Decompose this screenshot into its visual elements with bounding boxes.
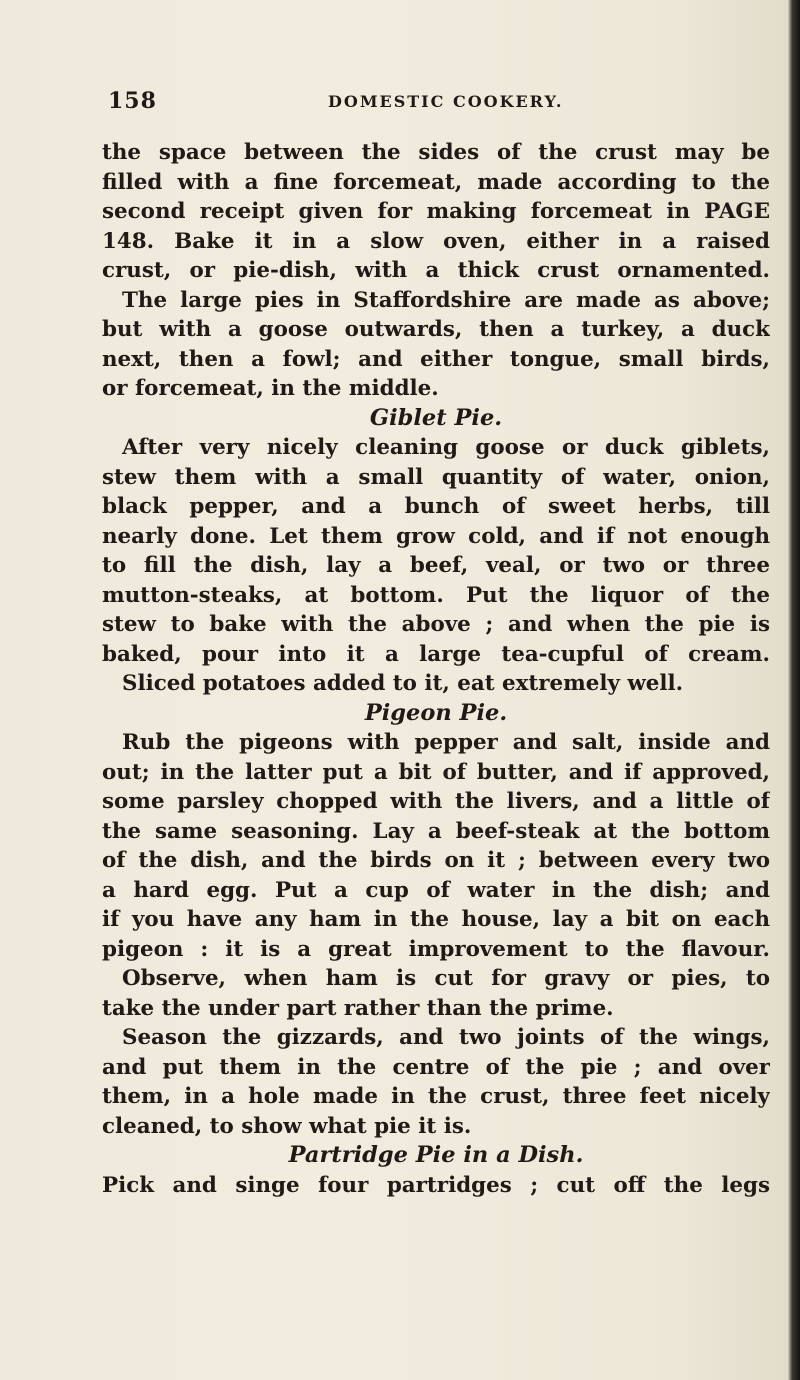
page-number: 158 <box>108 88 157 114</box>
text-line: Observe, when ham is cut for gravy or pies, to <box>122 966 770 991</box>
text-line: take the under part rather than the prime. <box>102 995 614 1021</box>
text-line: Sliced potatoes added to it, eat extremely well. <box>122 671 684 696</box>
text-line: second receipt given for making forcemeat in PAGE <box>102 199 770 224</box>
text-line: a hard egg. Put a cup of water in the dish; and <box>102 877 770 903</box>
page-binding-edge <box>788 0 800 1380</box>
text-line: black pepper, and a bunch of sweet herbs, till <box>102 494 770 519</box>
text-line: if you have any ham in the house, lay a bit on each <box>102 907 770 932</box>
section-heading-giblet-pie: Giblet Pie. <box>369 404 503 431</box>
text-line: Season the gizzards, and two joints of the wings, <box>122 1025 770 1050</box>
text-line: some parsley chopped with the livers, and a little of <box>102 789 770 814</box>
text-line: baked, pour into it a large tea-cupful of cream. <box>102 641 770 667</box>
text-line: next, then a fowl; and either tongue, small birds, <box>102 346 770 372</box>
text-line: of the dish, and the birds on it ; between every two <box>102 848 770 873</box>
text-line: out; in the latter put a bit of butter, and if approved, <box>102 759 770 785</box>
text-line: to fill the dish, lay a beef, veal, or two or three <box>102 553 770 578</box>
text-line: Pick and singe four partridges ; cut off the legs <box>102 1172 770 1198</box>
text-line: stew them with a small quantity of water, onion, <box>102 464 770 490</box>
text-line: but with a goose outwards, then a turkey, a duck <box>102 317 770 342</box>
text-line: or forcemeat, in the middle. <box>102 376 439 401</box>
text-line: pigeon : it is a great improvement to the flavour. <box>102 936 770 962</box>
text-line: the space between the sides of the crust may be <box>102 140 770 165</box>
page-header <box>108 88 748 122</box>
body-text <box>102 138 770 1200</box>
text-line: crust, or pie-dish, with a thick crust ornamented. <box>102 258 770 283</box>
text-line: cleaned, to show what pie it is. <box>102 1113 472 1139</box>
text-line: stew to bake with the above ; and when the pie is <box>102 612 770 637</box>
text-line: nearly done. Let them grow cold, and if not enough <box>102 523 770 549</box>
section-heading-pigeon-pie: Pigeon Pie. <box>364 699 508 726</box>
text-line: filled with a fine forcemeat, made according to the <box>102 169 770 195</box>
text-line: The large pies in Staffordshire are made as above; <box>122 287 770 313</box>
text-line: the same seasoning. Lay a beef-steak at the bottom <box>102 818 770 844</box>
text-line: mutton-steaks, at bottom. Put the liquor of the <box>102 582 770 608</box>
text-line: them, in a hole made in the crust, three feet nicely <box>102 1084 770 1109</box>
running-head: DOMESTIC COOKERY. <box>328 92 564 111</box>
text-line: and put them in the centre of the pie ; and over <box>102 1054 770 1080</box>
section-heading-partridge-pie: Partridge Pie in a Dish. <box>288 1142 584 1168</box>
text-line: After very nicely cleaning goose or duck giblets, <box>122 435 770 460</box>
text-line: 148. Bake it in a slow oven, either in a raised <box>102 228 770 254</box>
text-line: Rub the pigeons with pepper and salt, inside and <box>122 730 770 755</box>
